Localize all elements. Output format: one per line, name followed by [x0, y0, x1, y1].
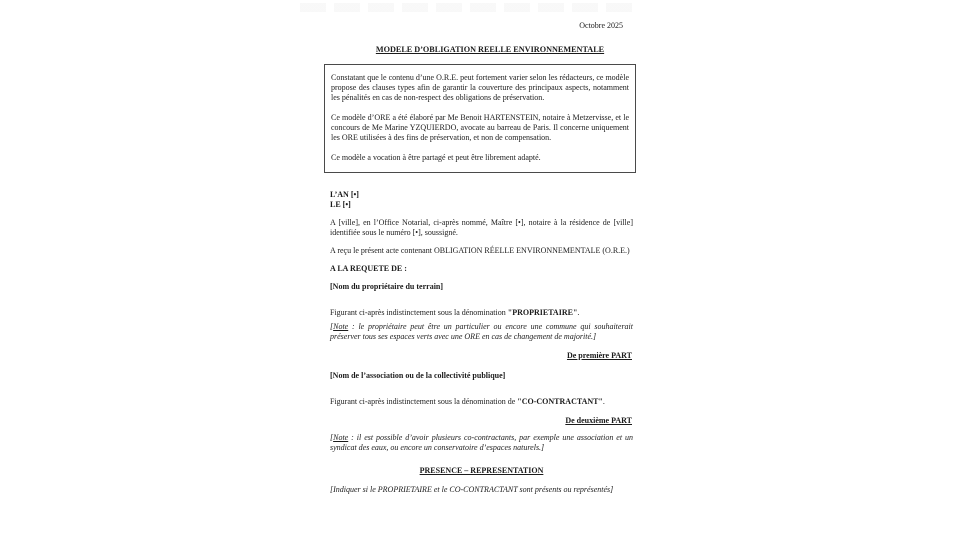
- acte-paragraph: A reçu le présent acte contenant OBLIGATION RÉELLE ENVIRONNEMENTALE (O.R.E.): [330, 246, 630, 255]
- note-cocontractant-text: : il est possible d’avoir plusieurs co-contractants, par exemple une association et un syndicat des eaux, ou encore un conservatoire d’espaces naturels.]: [330, 433, 633, 452]
- notice-paragraph-3: Ce modèle a vocation à être partagé et peut être librement adapté.: [331, 153, 541, 162]
- cocontractant-name-placeholder: [Nom de l’association ou de la collectivité publique]: [330, 371, 506, 380]
- note-cocontractant: [330, 433, 633, 453]
- owner-denomination-line: [330, 308, 633, 318]
- requete-heading: A LA REQUETE DE :: [330, 264, 407, 273]
- owner-name-placeholder: [Nom du propriétaire du terrain]: [330, 282, 444, 291]
- an-line: L’AN [•]: [330, 190, 359, 199]
- note-owner-open: [: [330, 322, 334, 331]
- presence-heading: PRESENCE – REPRESENTATION: [419, 466, 544, 475]
- date-block: [330, 190, 633, 210]
- document-date: Octobre 2025: [579, 21, 623, 30]
- le-line: LE [•]: [330, 200, 351, 209]
- notice-box: [324, 64, 636, 173]
- owner-intro-prefix: Figurant ci-après indistinctement sous la dénomination: [330, 308, 508, 317]
- presence-note: [Indiquer si le PROPRIETAIRE et le CO-CONTRACTANT sont présents ou représentés]: [330, 485, 614, 494]
- note-owner-label: Note: [333, 322, 349, 331]
- document-page: [324, 0, 636, 495]
- notice-paragraph-2: Ce modèle d’ORE a été élaboré par Me Benoit HARTENSTEIN, notaire à Metzervisse, et le concours de Me Marine YZQUIERDO, avocate au barreau de Paris. Il concerne uniquement les ORE utilisées à des fins de préservation, et non de compensation.: [331, 113, 629, 142]
- note-cocontractant-open: [: [330, 433, 334, 442]
- owner-intro-suffix: .: [577, 308, 580, 317]
- note-cocontractant-label: Note: [333, 433, 349, 442]
- document-body: [330, 190, 633, 495]
- owner-term: "PROPRIETAIRE": [507, 308, 578, 317]
- cocontractant-intro-suffix: .: [602, 397, 605, 406]
- cocontractant-denomination-line: [330, 397, 633, 407]
- document-title: MODELE D’OBLIGATION REELLE ENVIRONNEMENTALE: [375, 45, 605, 54]
- note-owner-text: : le propriétaire peut être un particulier ou encore une commune qui souhaiterait préserver tous ses espaces verts avec une ORE en cas de changement de majorité.]: [330, 322, 633, 341]
- note-owner: [330, 322, 633, 342]
- cocontractant-intro-prefix: Figurant ci-après indistinctement sous la dénomination de: [330, 397, 518, 406]
- notice-paragraph-1: Constatant que le contenu d’une O.R.E. peut fortement varier selon les rédacteurs, ce modèle propose des clauses types afin de garantir la couverture des principaux aspects, notamment les pénalités en cas de non-respect des obligations de préservation.: [331, 73, 629, 102]
- office-paragraph: A [ville], en l’Office Notarial, ci-après nommé, Maître [•], notaire à la résidence de [ville] identifiée sous le numéro [•], soussigné.: [330, 218, 633, 237]
- second-part-line: De deuxième PART: [565, 416, 632, 425]
- cocontractant-term: "CO-CONTRACTANT": [517, 397, 603, 406]
- first-part-line: De première PART: [566, 351, 632, 360]
